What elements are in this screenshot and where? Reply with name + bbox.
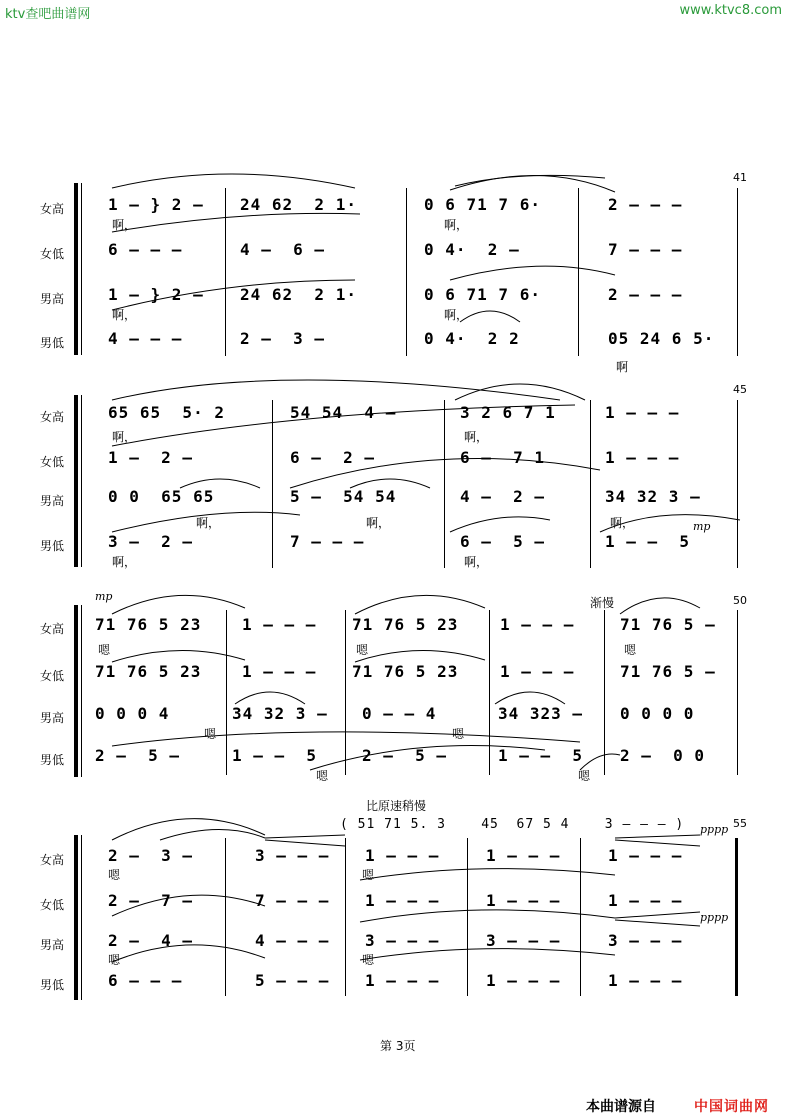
notes: 1 – – – <box>608 971 683 990</box>
lyric: 啊， <box>464 555 489 569</box>
voice-label: 女低 <box>40 455 65 469</box>
notes: 4 – 6 – <box>240 240 326 259</box>
measure-number: 55 <box>733 817 747 830</box>
notes: 0 0 0 0 <box>620 704 695 723</box>
bar-line <box>345 838 346 996</box>
tempo-marking: 渐慢 <box>590 596 615 610</box>
lyric: 啊， <box>610 516 635 530</box>
notes: 2 – 5 – <box>95 746 181 765</box>
notes: 54 54 4 – <box>290 403 397 422</box>
instrumental-cue: ( 51 71 5. 3 45 67 5 4 3 – – – ) <box>340 817 685 832</box>
dynamic-marking: pppp <box>700 823 729 836</box>
lyric: 嗯 <box>578 769 591 783</box>
notes: 4 – – – <box>108 329 183 348</box>
notes: 4 – 2 – <box>460 487 546 506</box>
bar-line <box>225 188 226 356</box>
measure-number: 41 <box>733 171 747 184</box>
lyric: 嗯 <box>108 953 121 967</box>
system-bracket-line <box>81 605 82 777</box>
lyric: 嗯 <box>356 643 369 657</box>
notes: 6 – – – <box>108 971 183 990</box>
notes: 1 – – – <box>486 971 561 990</box>
notes: 1 – – – <box>365 846 440 865</box>
notes: 1 – – – <box>242 615 317 634</box>
notes: 0 6 71 7 6· <box>424 195 541 214</box>
lyric: 啊， <box>366 516 391 530</box>
measure-number: 50 <box>733 594 747 607</box>
notes: 71 76 5 – <box>620 615 716 634</box>
notes: 71 76 5 – <box>620 662 716 681</box>
lyric: 嗯 <box>362 953 375 967</box>
measure-number: 45 <box>733 383 747 396</box>
bar-line <box>467 838 468 996</box>
notes: 34 323 – <box>498 704 584 723</box>
notes: 2 – 3 – <box>108 846 194 865</box>
notes: 2 – 3 – <box>240 329 326 348</box>
bar-line <box>580 838 581 996</box>
lyric: 啊， <box>464 430 489 444</box>
bar-line <box>225 838 226 996</box>
notes: 1 – } 2 – <box>108 285 204 304</box>
system-bracket <box>74 835 78 1000</box>
lyric: 嗯 <box>452 727 465 741</box>
voice-label: 女高 <box>40 202 65 216</box>
notes: 3 – 2 – <box>108 532 194 551</box>
notes: 7 – – – <box>608 240 683 259</box>
notes: 2 – 4 – <box>108 931 194 950</box>
bar-line <box>737 400 738 568</box>
bar-line <box>604 610 605 775</box>
lyric: 啊， <box>112 218 137 232</box>
notes: 3 – – – <box>255 846 330 865</box>
notes: 1 – – 5 <box>605 532 691 551</box>
system-bracket <box>74 183 78 355</box>
notes: 6 – 7 1 <box>460 448 546 467</box>
site-header-right[interactable]: www.ktvc8.com <box>679 3 782 18</box>
bar-line <box>272 400 273 568</box>
bar-line <box>226 610 227 775</box>
final-bar-line <box>735 838 738 996</box>
notes: 1 – – – <box>365 891 440 910</box>
bar-line <box>406 188 407 356</box>
voice-label: 女高 <box>40 622 65 636</box>
notes: 1 – – 5 <box>498 746 584 765</box>
bar-line <box>345 610 346 775</box>
notes: 1 – – – <box>500 615 575 634</box>
lyric: 啊 <box>616 360 629 374</box>
voice-label: 男高 <box>40 938 65 952</box>
dynamic-marking: mp <box>95 590 113 603</box>
voice-label: 男低 <box>40 753 65 767</box>
lyric: 嗯 <box>362 868 375 882</box>
notes: 24 62 2 1· <box>240 195 357 214</box>
notes: 6 – 2 – <box>290 448 376 467</box>
system-bracket <box>74 605 78 777</box>
notes: 2 – – – <box>608 285 683 304</box>
lyric: 啊， <box>196 516 221 530</box>
notes: 1 – 2 – <box>108 448 194 467</box>
lyric: 嗯 <box>624 643 637 657</box>
notes: 0 0 65 65 <box>108 487 215 506</box>
notes: 2 – 0 0 <box>620 746 706 765</box>
notes: 34 32 3 – <box>605 487 701 506</box>
notes: 7 – – – <box>290 532 365 551</box>
footer-brand[interactable]: 中国词曲网 <box>694 1099 769 1115</box>
notes: 3 – – – <box>486 931 561 950</box>
notes: 1 – – – <box>605 448 680 467</box>
notes: 65 65 5· 2 <box>108 403 225 422</box>
notes: 1 – – – <box>486 891 561 910</box>
bar-line <box>737 610 738 775</box>
notes: 1 – } 2 – <box>108 195 204 214</box>
lyric: 啊， <box>444 218 469 232</box>
system-bracket-line <box>81 183 82 355</box>
footer-source: 本曲谱源自 <box>586 1099 656 1115</box>
voice-label: 女高 <box>40 410 65 424</box>
notes: 6 – 5 – <box>460 532 546 551</box>
notes: 05 24 6 5· <box>608 329 715 348</box>
notes: 1 – – – <box>486 846 561 865</box>
system-bracket-line <box>81 835 82 1000</box>
notes: 1 – – – <box>242 662 317 681</box>
tempo-marking: 比原速稍慢 <box>366 799 427 813</box>
lyric: 嗯 <box>204 727 217 741</box>
notes: 4 – – – <box>255 931 330 950</box>
notes: 2 – – – <box>608 195 683 214</box>
lyric: 嗯 <box>316 769 329 783</box>
notes: 5 – – – <box>255 971 330 990</box>
notes: 2 – 7 – <box>108 891 194 910</box>
notes: 7 – – – <box>255 891 330 910</box>
notes: 6 – – – <box>108 240 183 259</box>
lyric: 啊， <box>444 308 469 322</box>
bar-line <box>737 188 738 356</box>
voice-label: 女低 <box>40 669 65 683</box>
site-header-left[interactable]: ktv查吧曲谱网 <box>5 7 91 22</box>
notes: 71 76 5 23 <box>95 662 202 681</box>
notes: 5 – 54 54 <box>290 487 397 506</box>
notes: 0 – – 4 <box>362 704 437 723</box>
dynamic-marking: pppp <box>700 911 729 924</box>
notes: 3 – – – <box>365 931 440 950</box>
lyric: 啊， <box>112 555 137 569</box>
notes: 71 76 5 23 <box>95 615 202 634</box>
page-number: 第 3页 <box>380 1039 416 1053</box>
lyric: 嗯 <box>98 643 111 657</box>
voice-label: 女高 <box>40 853 65 867</box>
voice-label: 男低 <box>40 539 65 553</box>
notes: 1 – – – <box>608 891 683 910</box>
lyric: 啊， <box>112 430 137 444</box>
notes: 3 2 6 7 1 <box>460 403 556 422</box>
notes: 1 – – – <box>605 403 680 422</box>
voice-label: 男高 <box>40 292 65 306</box>
notes: 0 4· 2 – <box>424 240 520 259</box>
system-bracket <box>74 395 78 567</box>
voice-label: 男高 <box>40 711 65 725</box>
notes: 0 4· 2 2 <box>424 329 520 348</box>
notes: 1 – – – <box>500 662 575 681</box>
notes: 71 76 5 23 <box>352 615 459 634</box>
bar-line <box>578 188 579 356</box>
dynamic-marking: mp <box>693 520 711 533</box>
notes: 1 – – 5 <box>232 746 318 765</box>
voice-label: 男低 <box>40 336 65 350</box>
voice-label: 男低 <box>40 978 65 992</box>
bar-line <box>444 400 445 568</box>
voice-label: 女低 <box>40 247 65 261</box>
notes: 3 – – – <box>608 931 683 950</box>
notes: 1 – – – <box>608 846 683 865</box>
notes: 0 0 0 4 <box>95 704 170 723</box>
bar-line <box>489 610 490 775</box>
bar-line <box>590 400 591 568</box>
notes: 34 32 3 – <box>232 704 328 723</box>
lyric: 嗯 <box>108 868 121 882</box>
voice-label: 女低 <box>40 898 65 912</box>
notes: 1 – – – <box>365 971 440 990</box>
voice-label: 男高 <box>40 494 65 508</box>
notes: 0 6 71 7 6· <box>424 285 541 304</box>
notes: 71 76 5 23 <box>352 662 459 681</box>
system-bracket-line <box>81 395 82 567</box>
lyric: 啊， <box>112 308 137 322</box>
notes: 24 62 2 1· <box>240 285 357 304</box>
notes: 2 – 5 – <box>362 746 448 765</box>
